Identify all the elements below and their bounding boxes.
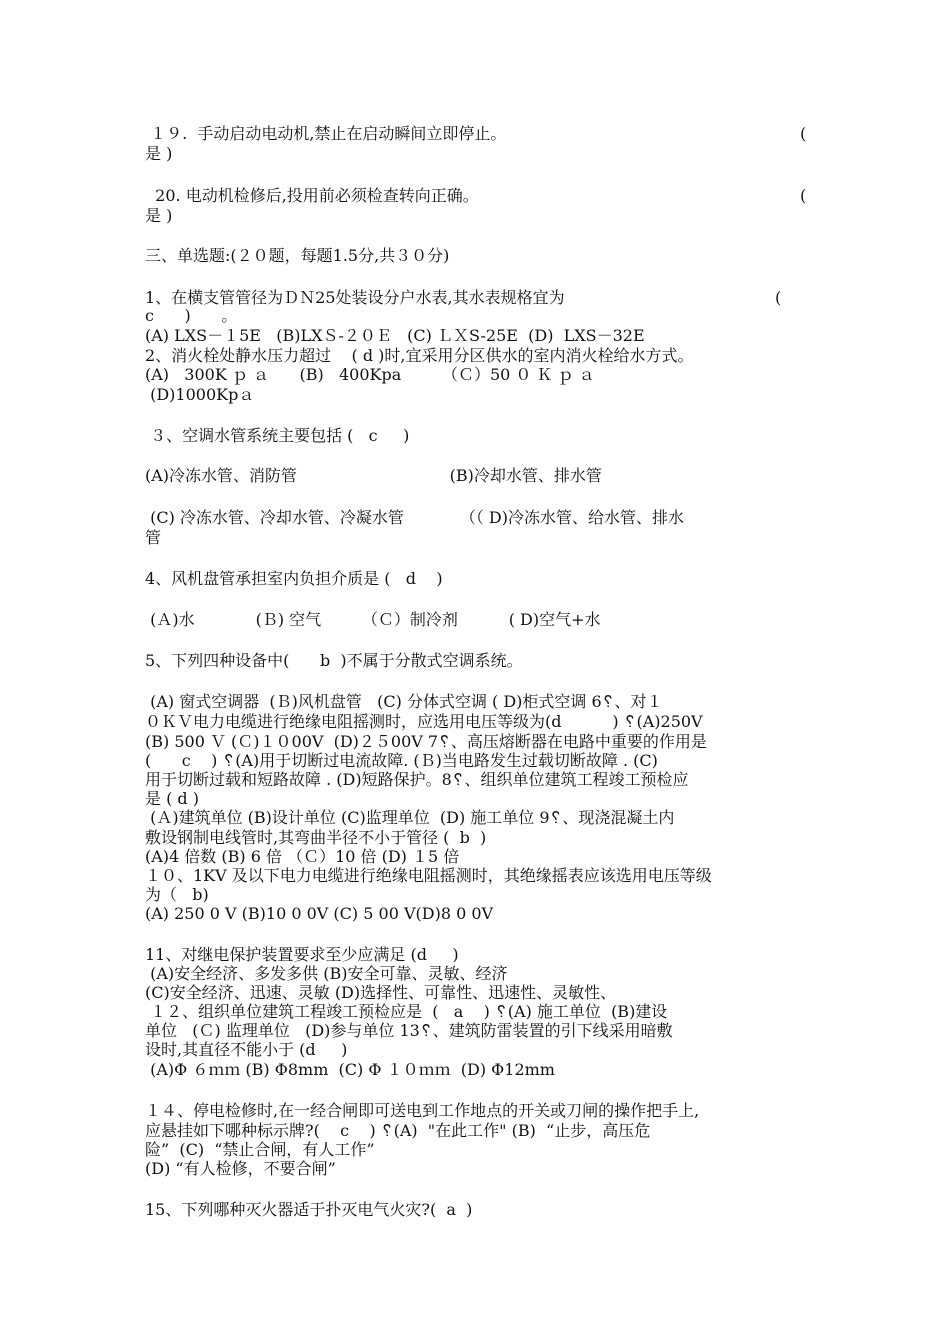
question-19-line: １９. 手动启动电动机,禁止在启动瞬间立即停止。: [145, 124, 507, 143]
paragraph-line: ０ＫＶ电力电缆进行绝缘电阻摇测时，应选用电压等级为(d ) ␦(A)250V: [145, 712, 703, 731]
section-heading: 三、单选题:(２０题，每题1.5分,共３０分): [145, 246, 450, 265]
paragraph-line: 应悬挂如下哪种标示牌?( c ) ␦(A) "在此工作" (B) “止步，高压危: [145, 1121, 651, 1140]
paragraph-line: 敷设钢制电线管时,其弯曲半径不小于管径 ( b ): [145, 828, 487, 847]
paragraph-line: ( c ) ␦(A)用于切断过电流故障. (Ｂ)当电路发生过载切断故障 . (C): [145, 751, 658, 770]
paragraph-line: 为（ b): [145, 885, 209, 904]
paragraph-line: (A) 250 0 V (B)10 0 0V (C) 5 00 V(D)8 0 0V: [145, 904, 494, 923]
paragraph-line: 险” (C) “禁止合闸，有人工作”: [145, 1140, 375, 1159]
question-20-line: 20. 电动机检修后,投用前必须检查转向正确。: [145, 186, 479, 205]
paragraph-line: １２、组织单位建筑工程竣工预检应是 ( a ) ␦(A) 施工单位 (B)建设: [145, 1002, 668, 1021]
answer-paren: (: [800, 124, 807, 143]
q11-stem: 11、对继电保护装置要求至少应满足 (d ): [145, 945, 459, 964]
q15-stem: 15、下列哪种灭火器适于扑灭电气火灾?( a ): [145, 1200, 473, 1219]
q2-option-d: (D)1000Kpａ: [145, 385, 255, 404]
answer-paren: (: [775, 288, 782, 307]
q2-options: (A) 300K ｐ ａ (B) 400Kpa （Ｃ）50 ０ Ｋ ｐ ａ: [145, 365, 595, 384]
q4-options: (Ａ)水 (Ｂ) 空气 （Ｃ）制冷剂 ( D)空气+水: [145, 610, 601, 629]
paragraph-line: 设时,其直径不能小于 (d ): [145, 1040, 348, 1059]
paragraph-line: １０、1KV 及以下电力电缆进行绝缘电阻摇测时，其绝缘摇表应该选用电压等级: [145, 866, 712, 885]
q3-options-cont: 管: [145, 528, 162, 547]
question-20-answer: 是 ): [145, 206, 173, 225]
paragraph-line: (B) 500 Ｖ (Ｃ)１０00V (D)２５00V 7␦、高压熔断器在电路中重要的作用是: [145, 732, 707, 751]
q1-answer: c ) 。: [145, 306, 238, 325]
paragraph-line: (Ａ)建筑单位 (B)设计单位 (C)监理单位 (D) 施工单位 9␦、现浇混凝土内: [145, 808, 675, 827]
question-19-answer: 是 ): [145, 144, 173, 163]
paragraph-line: 是 ( d ): [145, 789, 199, 808]
paragraph-line: (A)4 倍数 (B) 6 倍 （Ｃ）10 倍 (D) １5 倍: [145, 847, 460, 866]
answer-paren: (: [800, 186, 807, 205]
q4-stem: 4、风机盘管承担室内负担介质是 ( d ): [145, 569, 443, 588]
q3-options-ab: (A)冷冻水管、消防管 (B)冷却水管、排水管: [145, 466, 602, 485]
paragraph-line: 单位 (Ｃ) 监理单位 (D)参与单位 13␦、建筑防雷装置的引下线采用暗敷: [145, 1021, 673, 1040]
q2-stem: 2、消火栓处静水压力超过 ( d )时,宜采用分区供水的室内消火栓给水方式。: [145, 346, 694, 365]
paragraph-line: (A) 窗式空调器 (Ｂ)风机盘管 (C) 分体式空调 ( D)柜式空调 6␦、对１: [145, 692, 663, 711]
q3-options-cd: (C) 冷冻水管、冷却水管、冷凝水管 （（ D)冷冻水管、给水管、排水: [145, 508, 685, 527]
q3-stem: ３、空调水管系统主要包括 ( c ): [145, 426, 410, 445]
q1-stem: 1、在横支管管径为ＤＮ25处装设分户水表,其水表规格宜为: [145, 288, 565, 307]
q14-stem: １４、停电检修时,在一经合闸即可送电到工作地点的开关或刀闸的操作把手上,: [145, 1101, 700, 1120]
paragraph-line: 用于切断过载和短路故障 . (D)短路保护。8␦、组织单位建筑工程竣工预检应: [145, 770, 689, 789]
paragraph-line: (A)Φ ６ｍｍ (B) Φ8mm (C) Φ １０ｍｍ (D) Φ12mm: [145, 1060, 555, 1079]
paragraph-line: (D) “有人检修，不要合闸”: [145, 1159, 336, 1178]
q5-stem: 5、下列四种设备中( b )不属于分散式空调系统。: [145, 651, 523, 670]
paragraph-line: (A)安全经济、多发多供 (B)安全可靠、灵敏、经济: [145, 964, 508, 983]
q1-options: (A) LXS－１5E (B)LXＳ-２０Ｅ (C) ＬＸS-25E (D) LXS－32E: [145, 326, 645, 345]
paragraph-line: (C)安全经济、迅速、灵敏 (D)选择性、可靠性、迅速性、灵敏性、: [145, 983, 617, 1002]
